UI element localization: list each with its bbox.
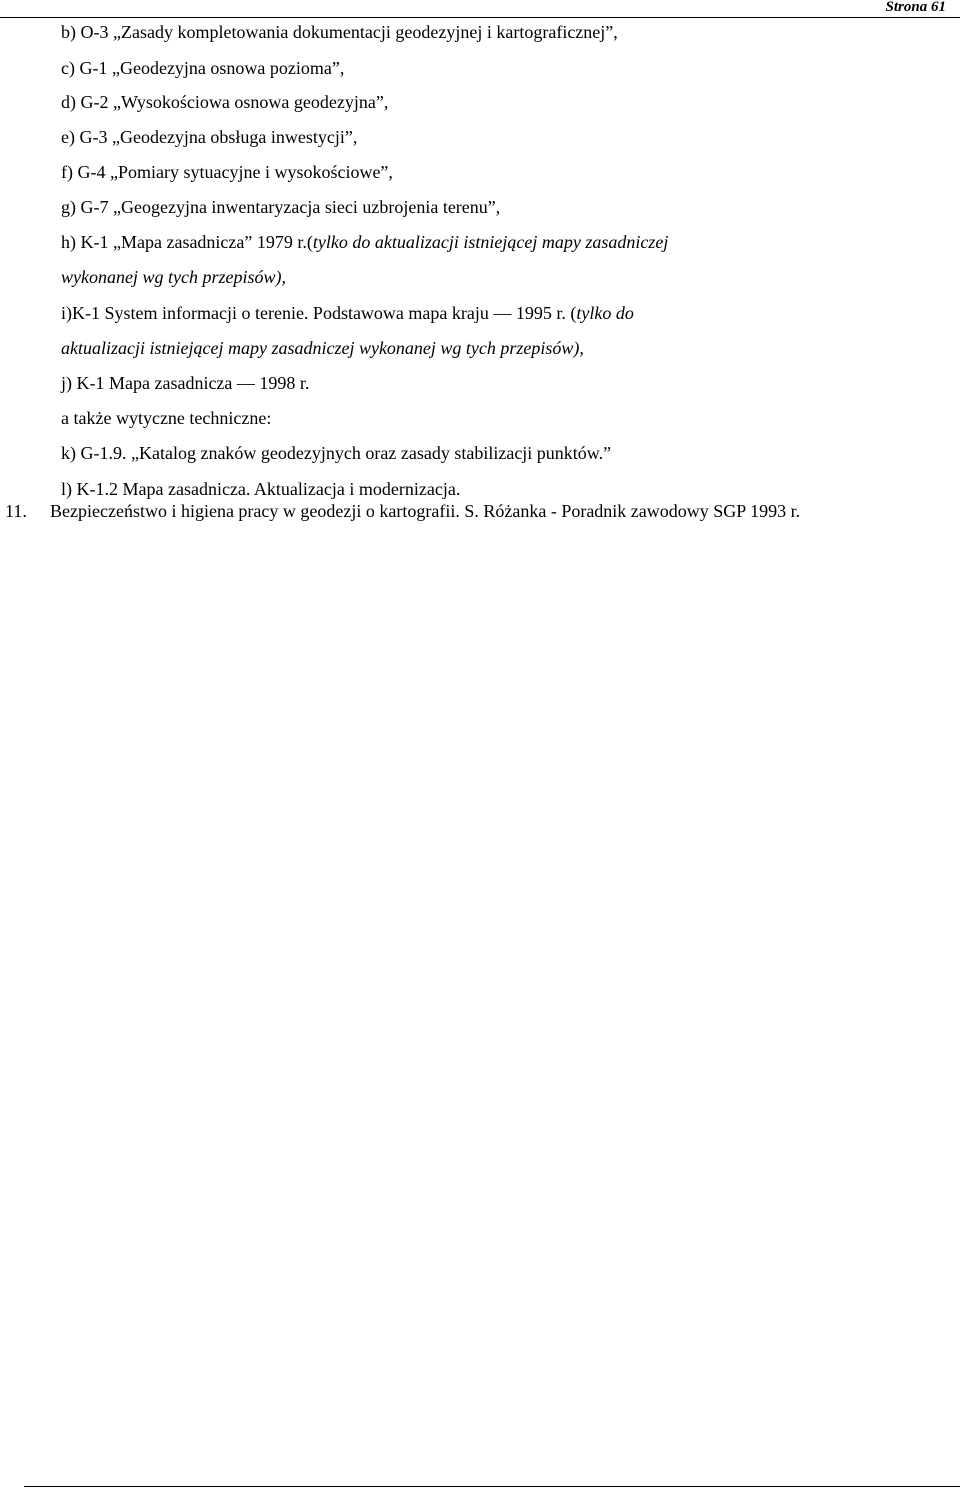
item-number: 11. — [5, 501, 27, 521]
list-item-j: j) K-1 Mapa zasadnicza — 1998 r. — [61, 373, 310, 393]
list-item-i-text: i)K-1 System informacji o terenie. Podstawowa mapa kraju — 1995 r. ( — [61, 303, 577, 323]
page-number: Strona 61 — [885, 0, 946, 15]
list-item-h-note: tylko do aktualizacji istniejącej mapy zasadniczej — [312, 232, 669, 252]
list-item-g: g) G-7 „Geogezyjna inwentaryzacja sieci uzbrojenia terenu”, — [61, 197, 501, 217]
guidelines-intro: a także wytyczne techniczne: — [61, 408, 272, 428]
list-item-d: d) G-2 „Wysokościowa osnowa geodezyjna”, — [61, 92, 389, 112]
list-item-i-note-cont: aktualizacji istniejącej mapy zasadniczej wykonanej wg tych przepisów), — [61, 338, 584, 358]
list-item-h — [61, 231, 668, 253]
list-item-l: l) K-1.2 Mapa zasadnicza. Aktualizacja i modernizacja. — [61, 479, 461, 499]
list-item-h-text: h) K-1 „Mapa zasadnicza” 1979 r.( — [61, 232, 313, 252]
list-item-f: f) G-4 „Pomiary sytuacyjne i wysokościowe”, — [61, 162, 393, 182]
list-item-h-note-continued — [61, 266, 286, 288]
list-item-c: c) G-1 „Geodezyjna osnowa pozioma”, — [61, 58, 345, 78]
item-text: Bezpieczeństwo i higiena pracy w geodezji o kartografii. S. Różanka - Poradnik zawodowy SGP 1993 r. — [50, 501, 801, 521]
list-item-i-note: tylko do — [576, 303, 634, 323]
page-footer-rule — [24, 1486, 960, 1487]
page-header — [0, 0, 960, 18]
list-item-h-note-cont: wykonanej wg tych przepisów), — [61, 267, 286, 287]
list-item-b: b) O-3 „Zasady kompletowania dokumentacji geodezyjnej i kartograficznej”, — [61, 22, 618, 42]
list-item-k: k) G-1.9. „Katalog znaków geodezyjnych oraz zasady stabilizacji punktów.” — [61, 443, 612, 463]
list-item-i-note-continued — [61, 337, 584, 359]
list-item-e: e) G-3 „Geodezyjna obsługa inwestycji”, — [61, 127, 358, 147]
list-item-i — [61, 302, 634, 324]
numbered-item-11 — [0, 500, 960, 522]
